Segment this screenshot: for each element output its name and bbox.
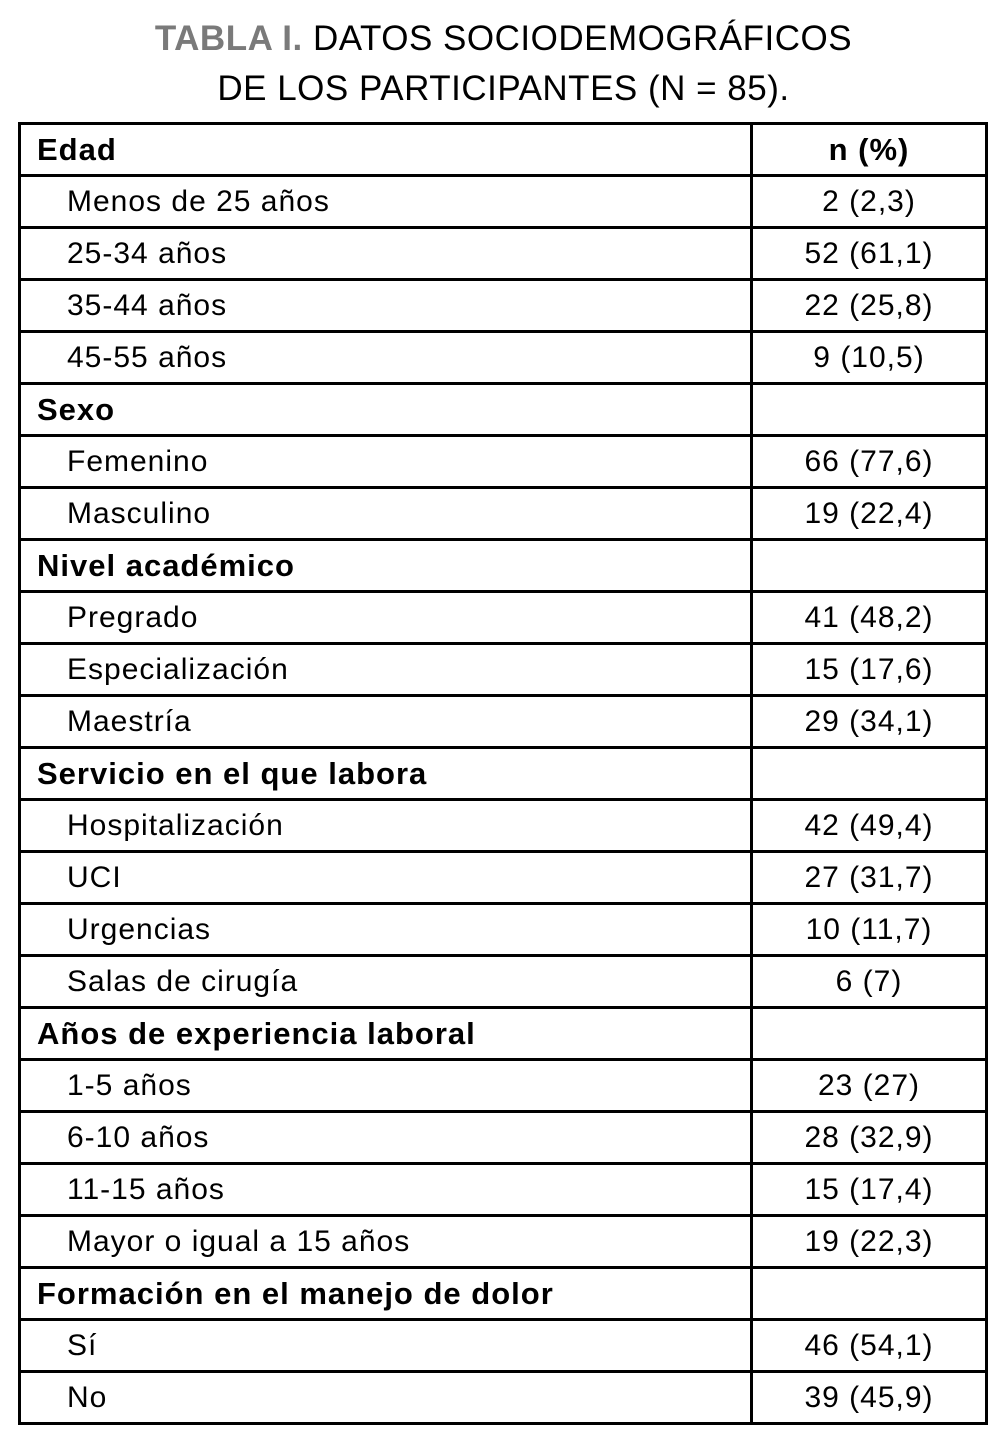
row-label-cell: Edad (20, 124, 752, 176)
row-value-cell: 10 (11,7) (752, 904, 987, 956)
table-row (20, 696, 987, 748)
table-row (20, 1112, 987, 1164)
row-value-cell: 15 (17,6) (752, 644, 987, 696)
row-value-cell: 23 (27) (752, 1060, 987, 1112)
row-label-cell: 35-44 años (20, 280, 752, 332)
row-value-cell: n (%) (752, 124, 987, 176)
row-label-cell: 25-34 años (20, 228, 752, 280)
table-row (20, 280, 987, 332)
table-row (20, 592, 987, 644)
row-label-cell: Nivel académico (20, 540, 752, 592)
table-row (20, 1008, 987, 1060)
table-title (0, 14, 1007, 114)
row-value-cell (752, 748, 987, 800)
row-value-cell: 52 (61,1) (752, 228, 987, 280)
table-title-line1 (0, 14, 1007, 64)
table-row (20, 124, 987, 176)
table-row (20, 800, 987, 852)
row-value-cell: 2 (2,3) (752, 176, 987, 228)
table-title-line2: DE LOS PARTICIPANTES (N = 85). (217, 69, 790, 108)
table-row (20, 1320, 987, 1372)
table-title-label: TABLA I. (154, 19, 303, 58)
table-row (20, 956, 987, 1008)
row-value-cell (752, 384, 987, 436)
row-value-cell: 22 (25,8) (752, 280, 987, 332)
row-label-cell: 6-10 años (20, 1112, 752, 1164)
table-row (20, 1372, 987, 1424)
table-row (20, 488, 987, 540)
row-label-cell: Formación en el manejo de dolor (20, 1268, 752, 1320)
row-label-cell: Pregrado (20, 592, 752, 644)
row-value-cell: 46 (54,1) (752, 1320, 987, 1372)
row-value-cell: 42 (49,4) (752, 800, 987, 852)
row-value-cell (752, 1008, 987, 1060)
row-value-cell: 39 (45,9) (752, 1372, 987, 1424)
table-row (20, 384, 987, 436)
row-value-cell: 9 (10,5) (752, 332, 987, 384)
row-label-cell: Sexo (20, 384, 752, 436)
row-value-cell: 29 (34,1) (752, 696, 987, 748)
table-row (20, 332, 987, 384)
row-label-cell: Especialización (20, 644, 752, 696)
row-label-cell: 45-55 años (20, 332, 752, 384)
row-label-cell: 1-5 años (20, 1060, 752, 1112)
table-row (20, 644, 987, 696)
row-value-cell: 6 (7) (752, 956, 987, 1008)
row-value-cell: 28 (32,9) (752, 1112, 987, 1164)
row-value-cell: 27 (31,7) (752, 852, 987, 904)
row-label-cell: Mayor o igual a 15 años (20, 1216, 752, 1268)
row-value-cell: 66 (77,6) (752, 436, 987, 488)
row-value-cell: 15 (17,4) (752, 1164, 987, 1216)
row-label-cell: Sí (20, 1320, 752, 1372)
row-label-cell: Años de experiencia laboral (20, 1008, 752, 1060)
sociodemographics-table (18, 122, 988, 1425)
table-row (20, 904, 987, 956)
row-label-cell: UCI (20, 852, 752, 904)
row-label-cell: Maestría (20, 696, 752, 748)
table-row (20, 228, 987, 280)
row-label-cell: Masculino (20, 488, 752, 540)
table-title-text: DATOS SOCIODEMOGRÁFICOS (302, 19, 853, 58)
row-value-cell: 19 (22,4) (752, 488, 987, 540)
row-label-cell: Femenino (20, 436, 752, 488)
row-value-cell: 19 (22,3) (752, 1216, 987, 1268)
row-label-cell: No (20, 1372, 752, 1424)
table-body (20, 124, 987, 1424)
table-row (20, 1268, 987, 1320)
row-label-cell: Menos de 25 años (20, 176, 752, 228)
table-row (20, 1164, 987, 1216)
table-row (20, 852, 987, 904)
table-row (20, 748, 987, 800)
row-label-cell: 11-15 años (20, 1164, 752, 1216)
table-row (20, 1216, 987, 1268)
row-label-cell: Urgencias (20, 904, 752, 956)
table-row (20, 436, 987, 488)
row-label-cell: Hospitalización (20, 800, 752, 852)
table-row (20, 540, 987, 592)
table-row (20, 176, 987, 228)
row-value-cell: 41 (48,2) (752, 592, 987, 644)
row-label-cell: Salas de cirugía (20, 956, 752, 1008)
table-row (20, 1060, 987, 1112)
row-value-cell (752, 540, 987, 592)
row-value-cell (752, 1268, 987, 1320)
row-label-cell: Servicio en el que labora (20, 748, 752, 800)
